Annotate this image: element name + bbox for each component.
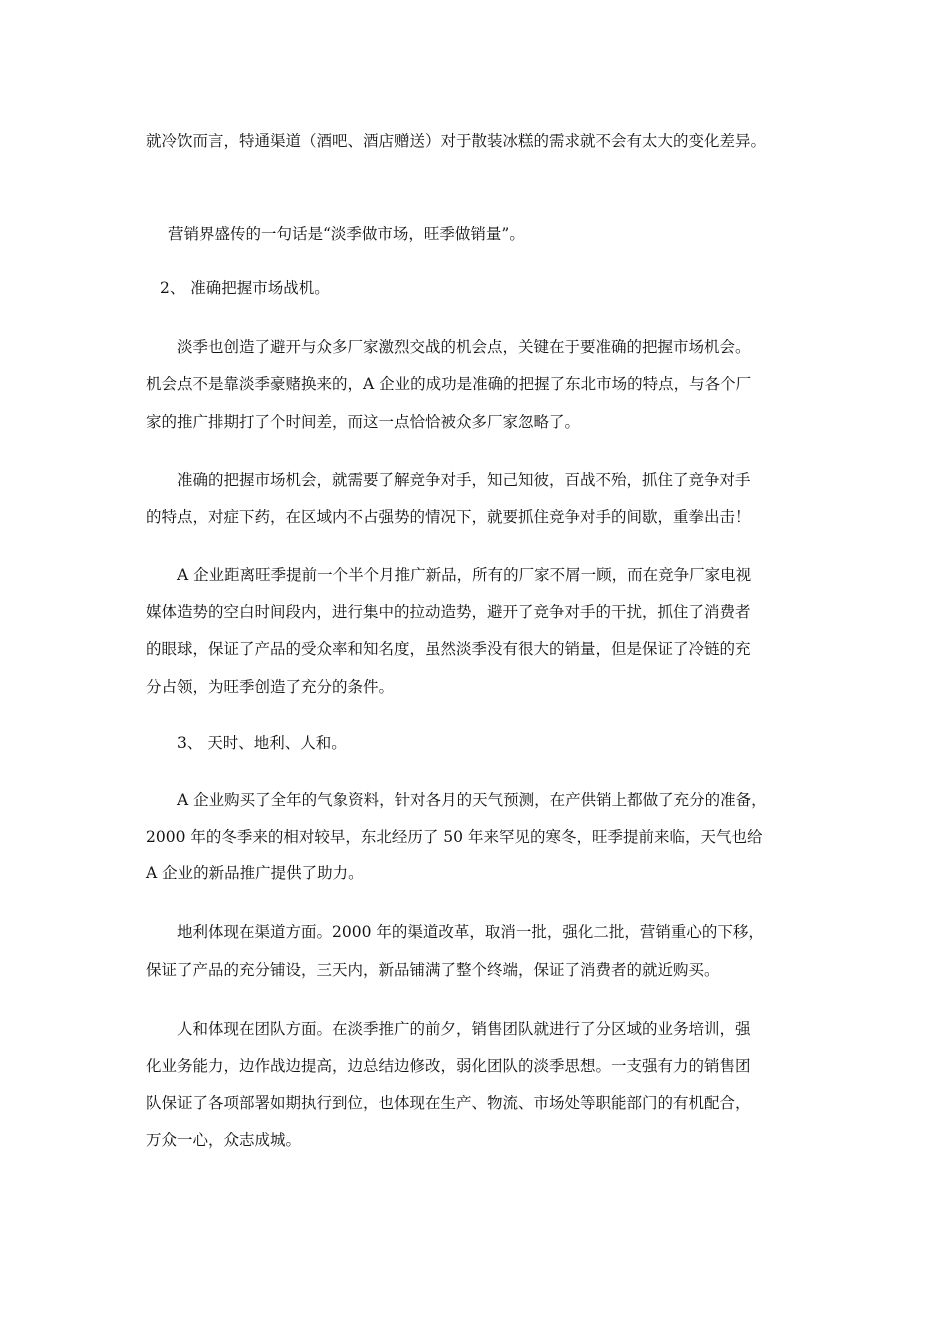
paragraph-line: 万众一心，众志成城。 [146,1131,302,1149]
paragraph-line: 2000 年的冬季来的相对较早，东北经历了 50 年来罕见的寒冬，旺季提前来临，天气也给 [146,828,763,846]
paragraph-line: 队保证了各项部署如期执行到位，也体现在生产、物流、市场处等职能部门的有机配合， [146,1094,751,1112]
section-heading: 2、 准确把握市场战机。 [160,279,330,297]
paragraph-line: A 企业的新品推广提供了助力。 [146,864,364,882]
paragraph-line: 就冷饮而言，特通渠道（酒吧、酒店赠送）对于散装冰糕的需求就不会有太大的变化差异。 [146,132,767,150]
paragraph-line: 准确的把握市场机会，就需要了解竞争对手，知己知彼，百战不殆，抓住了竞争对手 [177,471,751,489]
paragraph-line: 的特点，对症下药，在区域内不占强势的情况下，就要抓住竞争对手的间歇，重拳出击！ [146,508,751,526]
paragraph-line: 媒体造势的空白时间段内，进行集中的拉动造势，避开了竞争对手的干扰，抓住了消费者 [146,603,751,621]
paragraph-line: 淡季也创造了避开与众多厂家激烈交战的机会点，关键在于要准确的把握市场机会。 [177,338,751,356]
paragraph-line: 保证了产品的充分铺设，三天内，新品铺满了整个终端，保证了消费者的就近购买。 [146,961,720,979]
paragraph-line: 地利体现在渠道方面。2000 年的渠道改革，取消一批，强化二批，营销重心的下移， [177,923,764,941]
paragraph-line: 家的推广排期打了个时间差，而这一点恰恰被众多厂家忽略了。 [146,413,581,431]
paragraph-line: 营销界盛传的一句话是“淡季做市场，旺季做销量”。 [168,225,525,243]
paragraph-line: A 企业购买了全年的气象资料，针对各月的天气预测，在产供销上都做了充分的准备， [177,791,767,809]
paragraph-line: 人和体现在团队方面。在淡季推广的前夕，销售团队就进行了分区域的业务培训，强 [177,1020,751,1038]
paragraph-line: A 企业距离旺季提前一个半个月推广新品，所有的厂家不屑一顾，而在竞争厂家电视 [177,566,752,584]
paragraph-line: 化业务能力，边作战边提高，边总结边修改，弱化团队的淡季思想。一支强有力的销售团 [146,1057,751,1075]
paragraph-line: 的眼球，保证了产品的受众率和知名度，虽然淡季没有很大的销量，但是保证了冷链的充 [146,640,751,658]
paragraph-line: 分占领，为旺季创造了充分的条件。 [146,678,395,696]
section-heading: 3、 天时、地利、人和。 [177,734,347,752]
paragraph-line: 机会点不是靠淡季豪赌换来的，A 企业的成功是准确的把握了东北市场的特点，与各个厂 [146,375,752,393]
